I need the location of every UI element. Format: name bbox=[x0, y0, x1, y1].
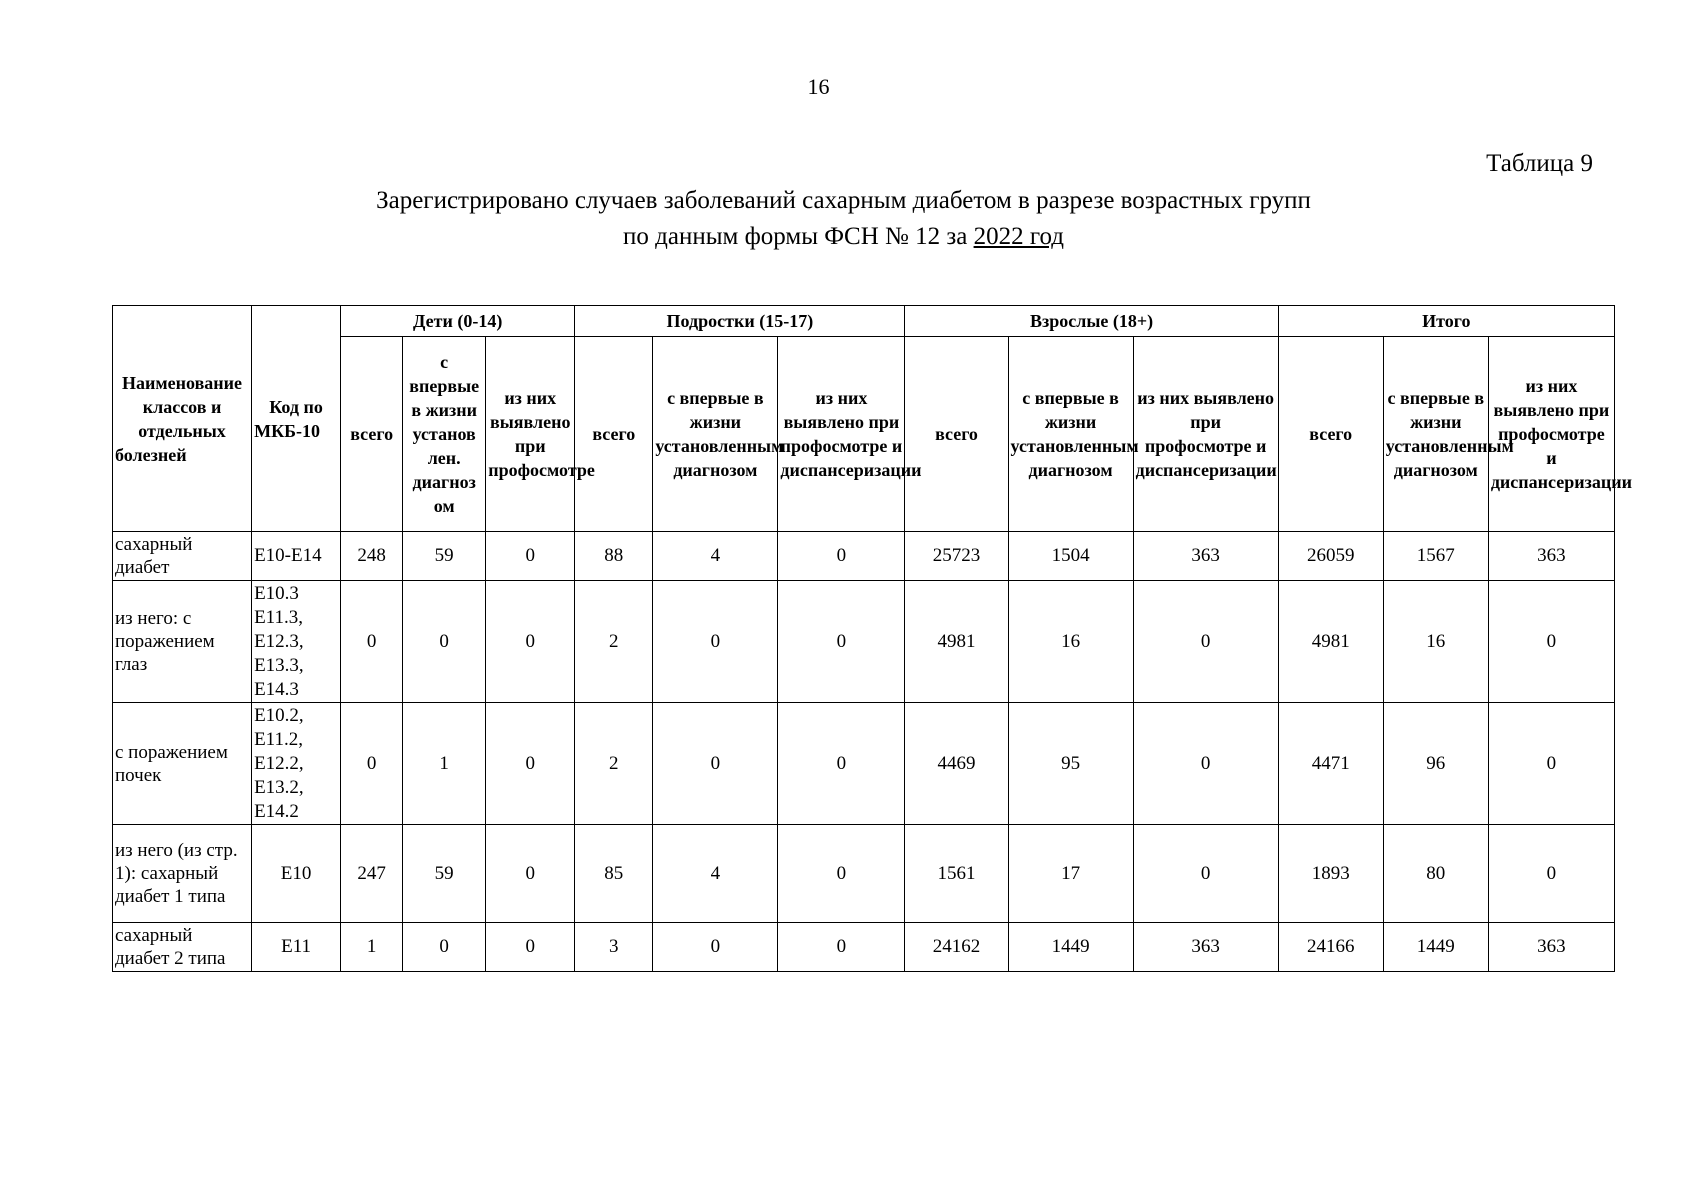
table-cell: 4981 bbox=[1278, 581, 1383, 703]
table-cell: 0 bbox=[486, 532, 575, 581]
table-cell: 0 bbox=[486, 703, 575, 825]
table-cell: 4471 bbox=[1278, 703, 1383, 825]
subheader-children-first: с впервые в жизни установ лен. диагноз ом bbox=[403, 337, 486, 532]
row-name: из него (из стр. 1): сахарный диабет 1 типа bbox=[113, 825, 252, 923]
page-number bbox=[0, 74, 1697, 100]
table-cell: 0 bbox=[486, 923, 575, 972]
table-cell: 95 bbox=[1008, 703, 1133, 825]
table-cell: 80 bbox=[1383, 825, 1488, 923]
table-cell: 4981 bbox=[905, 581, 1008, 703]
table-cell: 0 bbox=[1133, 581, 1278, 703]
table-label: Таблица 9 bbox=[1486, 150, 1593, 177]
subheader-teens-first: с впервые в жизни установленным диагнозом bbox=[653, 337, 778, 532]
table-cell: 0 bbox=[341, 581, 403, 703]
header-group-row bbox=[113, 306, 1615, 337]
row-name: сахарный диабет bbox=[113, 532, 252, 581]
diabetes-table bbox=[112, 305, 1632, 972]
table-cell: 0 bbox=[653, 923, 778, 972]
subheader-children-total: всего bbox=[341, 337, 403, 532]
row-code: Е11 bbox=[252, 923, 341, 972]
table-cell: 363 bbox=[1133, 923, 1278, 972]
table-cell: 26059 bbox=[1278, 532, 1383, 581]
table-row bbox=[113, 923, 1615, 972]
table-cell: 363 bbox=[1488, 923, 1614, 972]
table-cell: 4 bbox=[653, 532, 778, 581]
table-cell: 24162 bbox=[905, 923, 1008, 972]
title-line-2-prefix: по данным формы ФСН № 12 за bbox=[623, 223, 974, 250]
table-cell: 1504 bbox=[1008, 532, 1133, 581]
subheader-teens-total: всего bbox=[575, 337, 653, 532]
table-cell: 24166 bbox=[1278, 923, 1383, 972]
table-cell: 0 bbox=[486, 581, 575, 703]
table-cell: 363 bbox=[1133, 532, 1278, 581]
table-cell: 59 bbox=[403, 532, 486, 581]
title-line-1: Зарегистрировано случаев заболеваний сахарным диабетом в разрезе возрастных групп bbox=[376, 187, 1311, 214]
table-cell: 1 bbox=[341, 923, 403, 972]
table-cell: 0 bbox=[403, 923, 486, 972]
table-cell: 0 bbox=[486, 825, 575, 923]
subheader-adults-screening: из них выявлено при профосмотре и диспансеризации bbox=[1133, 337, 1278, 532]
table-cell: 0 bbox=[778, 581, 905, 703]
table-cell: 1449 bbox=[1383, 923, 1488, 972]
table-cell: 0 bbox=[653, 703, 778, 825]
table-cell: 0 bbox=[1133, 825, 1278, 923]
title-year: 2022 год bbox=[973, 223, 1064, 250]
group-header-adults: Взрослые (18+) bbox=[905, 306, 1278, 337]
table-cell: 17 bbox=[1008, 825, 1133, 923]
table-cell: 1449 bbox=[1008, 923, 1133, 972]
table-cell: 1561 bbox=[905, 825, 1008, 923]
row-code: Е10 bbox=[252, 825, 341, 923]
subheader-adults-total: всего bbox=[905, 337, 1008, 532]
table-cell: 0 bbox=[1488, 581, 1614, 703]
row-code: Е10-Е14 bbox=[252, 532, 341, 581]
table-cell: 0 bbox=[403, 581, 486, 703]
table-cell: 25723 bbox=[905, 532, 1008, 581]
page-number-text: 16 bbox=[807, 74, 830, 99]
table-cell: 0 bbox=[778, 923, 905, 972]
table-cell: 247 bbox=[341, 825, 403, 923]
col-header-name: Наименование классов и отдельных болезней bbox=[113, 306, 252, 532]
table-row bbox=[113, 825, 1615, 923]
table-cell: 1893 bbox=[1278, 825, 1383, 923]
table-cell: 59 bbox=[403, 825, 486, 923]
page-title bbox=[0, 183, 1697, 255]
table-cell: 0 bbox=[653, 581, 778, 703]
row-name: сахарный диабет 2 типа bbox=[113, 923, 252, 972]
table-cell: 0 bbox=[1488, 825, 1614, 923]
table-cell: 88 bbox=[575, 532, 653, 581]
table-cell: 0 bbox=[341, 703, 403, 825]
table-cell: 0 bbox=[1488, 703, 1614, 825]
table-cell: 2 bbox=[575, 703, 653, 825]
table-row bbox=[113, 532, 1615, 581]
group-header-children: Дети (0-14) bbox=[341, 306, 575, 337]
subheader-teens-screening: из них выявлено при профосмотре и диспансеризации bbox=[778, 337, 905, 532]
table-cell: 363 bbox=[1488, 532, 1614, 581]
table-cell: 248 bbox=[341, 532, 403, 581]
table-cell: 0 bbox=[778, 703, 905, 825]
table-cell: 4 bbox=[653, 825, 778, 923]
row-name: из него: с поражением глаз bbox=[113, 581, 252, 703]
subheader-children-screening: из них выявлено при профосмотре bbox=[486, 337, 575, 532]
title-line-2 bbox=[376, 219, 1311, 255]
row-code: Е10.2, Е11.2, Е12.2, Е13.2, Е14.2 bbox=[252, 703, 341, 825]
table-cell: 3 bbox=[575, 923, 653, 972]
group-header-total: Итого bbox=[1278, 306, 1614, 337]
table-row bbox=[113, 703, 1615, 825]
row-code: Е10.3 Е11.3, Е12.3, Е13.3, Е14.3 bbox=[252, 581, 341, 703]
table-cell: 1 bbox=[403, 703, 486, 825]
table-cell: 16 bbox=[1383, 581, 1488, 703]
subheader-adults-first: с впервые в жизни установленным диагнозом bbox=[1008, 337, 1133, 532]
subheader-total-total: всего bbox=[1278, 337, 1383, 532]
subheader-total-first: с впервые в жизни установленным диагнозом bbox=[1383, 337, 1488, 532]
table-cell: 1567 bbox=[1383, 532, 1488, 581]
table-cell: 4469 bbox=[905, 703, 1008, 825]
table-cell: 0 bbox=[778, 532, 905, 581]
col-header-code: Код по МКБ-10 bbox=[252, 306, 341, 532]
row-name: с поражением почек bbox=[113, 703, 252, 825]
table-cell: 0 bbox=[1133, 703, 1278, 825]
table-cell: 2 bbox=[575, 581, 653, 703]
table-cell: 16 bbox=[1008, 581, 1133, 703]
table-cell: 85 bbox=[575, 825, 653, 923]
group-header-teens: Подростки (15-17) bbox=[575, 306, 905, 337]
table-row bbox=[113, 581, 1615, 703]
subheader-total-screening: из них выявлено при профосмотре и диспансеризации bbox=[1488, 337, 1614, 532]
table-cell: 96 bbox=[1383, 703, 1488, 825]
table-cell: 0 bbox=[778, 825, 905, 923]
